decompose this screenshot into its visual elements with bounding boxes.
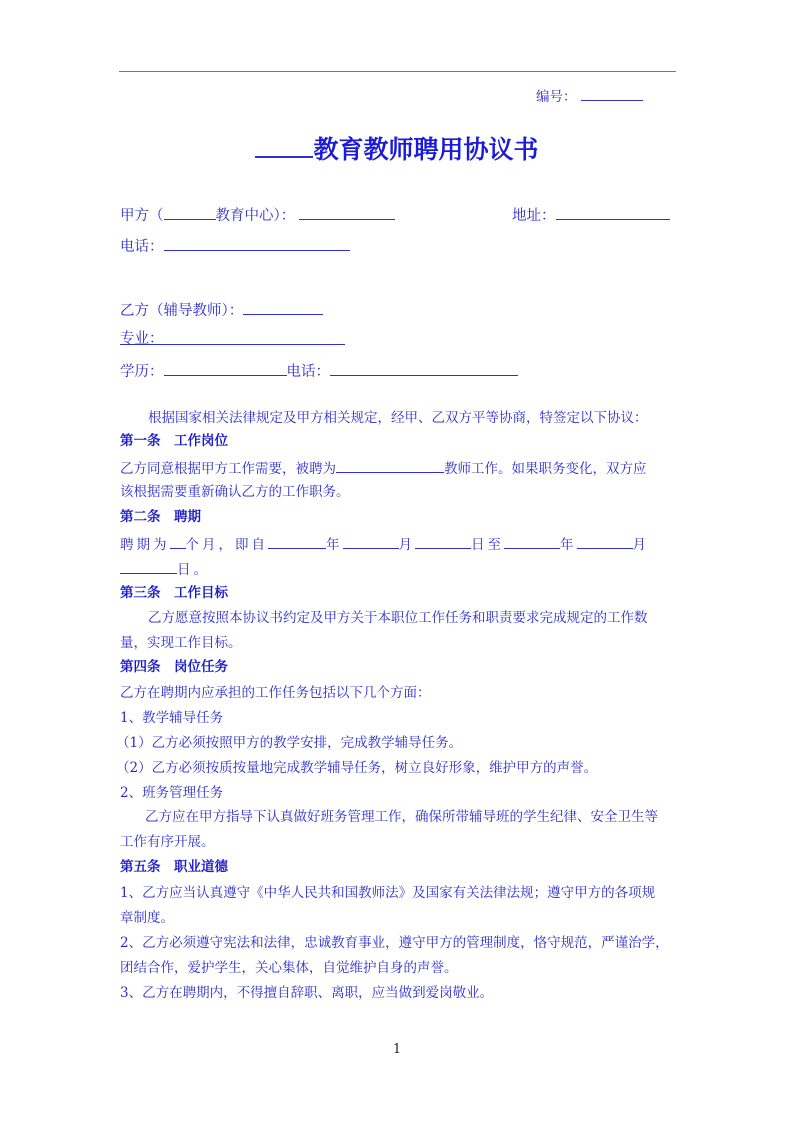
party-a-blank[interactable] <box>299 205 395 220</box>
months-blank[interactable] <box>170 534 186 549</box>
position-blank[interactable] <box>336 458 444 473</box>
text: 月 <box>398 537 415 553</box>
party-b-phone-blank[interactable] <box>330 361 518 376</box>
article-5-p1-line2: 章制度。 <box>120 910 174 926</box>
start-year-blank[interactable] <box>268 534 326 549</box>
text: 年 <box>326 537 343 553</box>
party-a-phone <box>120 236 350 256</box>
party-a-line <box>120 205 395 225</box>
number-blank[interactable] <box>581 86 643 101</box>
title-blank[interactable] <box>255 130 313 158</box>
phone-label: 电话： <box>120 239 164 255</box>
text: 乙方同意根据甲方工作需要，被聘为 <box>120 461 336 477</box>
article-3-line2: 量，实现工作目标。 <box>120 635 242 651</box>
contract-number <box>536 86 643 106</box>
major-line <box>120 330 345 348</box>
article-4-item-1b: （2）乙方必须按质按量地完成教学辅导任务，树立良好形象，维护甲方的声誉。 <box>116 760 598 776</box>
address-blank[interactable] <box>556 205 670 220</box>
address-label: 地址： <box>512 208 556 224</box>
number-label: 编号： <box>536 89 577 105</box>
article-5-p3: 3、乙方在聘期内，不得擅自辞职、离职，应当做到爱岗敬业。 <box>120 985 494 1001</box>
article-5-p2-line1: 2、乙方必须遵守宪法和法律，忠诚教育事业，遵守甲方的管理制度，恪守规范，严谨治学， <box>120 935 669 951</box>
text: 年 <box>560 537 577 553</box>
start-day-blank[interactable] <box>415 534 471 549</box>
article-4-item-1: 1、教学辅导任务 <box>120 710 224 726</box>
article-2-line1 <box>120 534 649 554</box>
phone-blank[interactable] <box>164 236 350 251</box>
article-4-item-2a: 乙方应在甲方指导下认真做好班务管理工作，确保所带辅导班的学生纪律、安全卫生等 <box>145 809 658 825</box>
article-3-line1: 乙方愿意按照本协议书约定及甲方关于本职位工作任务和职责要求完成规定的工作数 <box>148 610 648 626</box>
page-title <box>0 130 794 166</box>
address-line <box>512 205 670 225</box>
text: 日至 <box>471 537 504 553</box>
education-line <box>120 361 518 381</box>
article-1-line2: 该根据需要重新确认乙方的工作职务。 <box>120 484 350 500</box>
party-a-label: 甲方（ <box>120 208 164 224</box>
party-b-phone-label: 电话： <box>286 364 330 380</box>
article-4-intro: 乙方在聘期内应承担的工作任务包括以下几个方面： <box>120 685 431 701</box>
page-number: 1 <box>392 1042 402 1057</box>
article-1-heading: 第一条 工作岗位 <box>120 433 228 449</box>
center-blank[interactable] <box>164 205 216 220</box>
article-2-heading: 第二条 聘期 <box>120 509 201 525</box>
article-4-item-2: 2、班务管理任务 <box>120 785 224 801</box>
article-4-item-1a: （1）乙方必须按照甲方的教学安排，完成教学辅导任务。 <box>116 735 463 751</box>
end-year-blank[interactable] <box>504 534 560 549</box>
article-1-line1 <box>120 458 647 478</box>
text: 聘期为 <box>120 537 170 553</box>
party-b-line <box>120 300 323 320</box>
party-b-label: 乙方（辅导教师）： <box>120 303 244 319</box>
start-month-blank[interactable] <box>343 534 399 549</box>
article-4-heading: 第四条 岗位任务 <box>120 659 228 675</box>
header-rule <box>119 71 676 72</box>
major-label: 专业： <box>120 331 164 347</box>
education-blank[interactable] <box>164 361 287 376</box>
text: 日。 <box>177 562 210 578</box>
article-3-heading: 第三条 工作目标 <box>120 585 228 601</box>
end-month-blank[interactable] <box>577 534 633 549</box>
education-label: 学历： <box>120 364 164 380</box>
article-5-p2-line2: 团结合作，爱护学生，关心集体，自觉维护自身的声誉。 <box>120 960 458 976</box>
article-2-line2 <box>120 559 210 579</box>
text: 月 <box>632 537 649 553</box>
article-5-heading: 第五条 职业道德 <box>120 859 228 875</box>
text: 个月，即自 <box>185 537 268 553</box>
text: 教师工作。如果职务变化，双方应 <box>444 461 647 477</box>
intro-paragraph: 根据国家相关法律规定及甲方相关规定，经甲、乙双方平等协商，特签定以下协议： <box>148 410 648 426</box>
title-text: 教育教师聘用协议书 <box>313 135 539 164</box>
party-a-label2: 教育中心）： <box>215 208 296 224</box>
party-b-blank[interactable] <box>243 300 323 315</box>
article-4-item-2b: 工作有序开展。 <box>120 834 215 850</box>
article-5-p1-line1: 1、乙方应当认真遵守《中华人民共和国教师法》及国家有关法律法规；遵守甲方的各项规 <box>120 885 656 901</box>
major-field[interactable] <box>120 330 345 345</box>
end-day-blank[interactable] <box>120 559 177 574</box>
